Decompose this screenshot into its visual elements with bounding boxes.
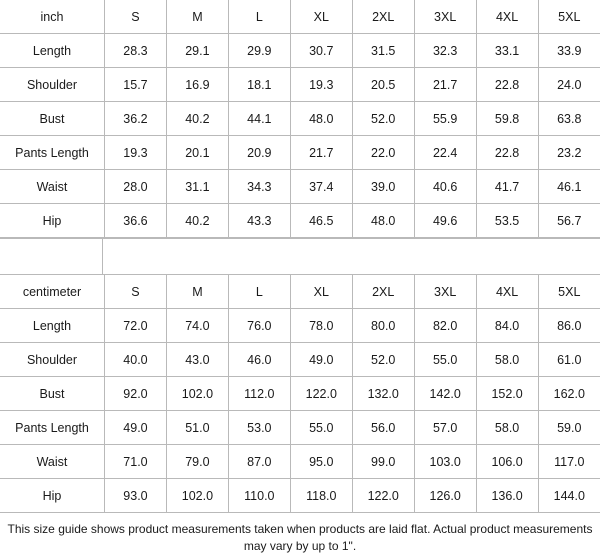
measurement-value: 63.8: [538, 102, 600, 136]
table-row: [0, 309, 600, 343]
measurement-label: Waist: [0, 170, 105, 204]
size-table-centimeter-body: [0, 275, 600, 513]
unit-label-centimeter: centimeter: [0, 275, 105, 309]
size-header-cell: L: [228, 275, 290, 309]
measurement-value: 84.0: [476, 309, 538, 343]
measurement-value: 59.0: [538, 411, 600, 445]
measurement-value: 46.1: [538, 170, 600, 204]
measurement-value: 21.7: [290, 136, 352, 170]
table-header-row-centimeter: [0, 275, 600, 309]
measurement-value: 78.0: [290, 309, 352, 343]
size-header-cell: 5XL: [538, 275, 600, 309]
measurement-label: Waist: [0, 445, 105, 479]
measurement-value: 72.0: [105, 309, 167, 343]
measurement-label: Hip: [0, 479, 105, 513]
measurement-value: 49.6: [414, 204, 476, 238]
measurement-value: 55.0: [414, 343, 476, 377]
measurement-value: 33.9: [538, 34, 600, 68]
size-guide-note: This size guide shows product measurements taken when products are laid flat. Actual product measurements may vary by up to 1".: [0, 513, 600, 560]
measurement-value: 44.1: [228, 102, 290, 136]
measurement-label: Pants Length: [0, 411, 105, 445]
size-header-cell: 2XL: [352, 0, 414, 34]
measurement-value: 58.0: [476, 411, 538, 445]
size-header-cell: XL: [290, 0, 352, 34]
measurement-value: 52.0: [352, 343, 414, 377]
measurement-value: 122.0: [352, 479, 414, 513]
measurement-value: 20.1: [166, 136, 228, 170]
measurement-value: 55.9: [414, 102, 476, 136]
table-row: [0, 34, 600, 68]
measurement-value: 29.9: [228, 34, 290, 68]
measurement-label: Bust: [0, 102, 105, 136]
measurement-value: 19.3: [290, 68, 352, 102]
measurement-value: 19.3: [105, 136, 167, 170]
measurement-value: 48.0: [290, 102, 352, 136]
measurement-value: 102.0: [166, 479, 228, 513]
measurement-value: 32.3: [414, 34, 476, 68]
unit-label-inch: inch: [0, 0, 105, 34]
measurement-value: 126.0: [414, 479, 476, 513]
measurement-label: Shoulder: [0, 68, 105, 102]
measurement-value: 86.0: [538, 309, 600, 343]
measurement-value: 18.1: [228, 68, 290, 102]
size-header-cell: S: [105, 275, 167, 309]
measurement-value: 22.8: [476, 136, 538, 170]
measurement-value: 20.9: [228, 136, 290, 170]
measurement-value: 56.0: [352, 411, 414, 445]
measurement-value: 40.0: [105, 343, 167, 377]
measurement-value: 59.8: [476, 102, 538, 136]
measurement-value: 40.2: [166, 204, 228, 238]
measurement-value: 22.0: [352, 136, 414, 170]
table-row: [0, 479, 600, 513]
table-row: [0, 102, 600, 136]
measurement-value: 43.3: [228, 204, 290, 238]
measurement-value: 61.0: [538, 343, 600, 377]
measurement-value: 79.0: [166, 445, 228, 479]
measurement-value: 48.0: [352, 204, 414, 238]
measurement-value: 103.0: [414, 445, 476, 479]
measurement-value: 20.5: [352, 68, 414, 102]
size-header-cell: 5XL: [538, 0, 600, 34]
size-header-cell: L: [228, 0, 290, 34]
measurement-value: 34.3: [228, 170, 290, 204]
measurement-value: 31.5: [352, 34, 414, 68]
measurement-value: 41.7: [476, 170, 538, 204]
size-header-cell: 4XL: [476, 275, 538, 309]
measurement-value: 43.0: [166, 343, 228, 377]
table-header-row-inch: [0, 0, 600, 34]
measurement-label: Length: [0, 309, 105, 343]
measurement-value: 33.1: [476, 34, 538, 68]
size-header-cell: 4XL: [476, 0, 538, 34]
measurement-value: 49.0: [290, 343, 352, 377]
measurement-value: 51.0: [166, 411, 228, 445]
measurement-value: 52.0: [352, 102, 414, 136]
measurement-value: 74.0: [166, 309, 228, 343]
measurement-value: 93.0: [105, 479, 167, 513]
measurement-value: 136.0: [476, 479, 538, 513]
measurement-label: Bust: [0, 377, 105, 411]
measurement-value: 28.3: [105, 34, 167, 68]
measurement-value: 106.0: [476, 445, 538, 479]
measurement-value: 122.0: [290, 377, 352, 411]
measurement-value: 22.4: [414, 136, 476, 170]
measurement-value: 46.5: [290, 204, 352, 238]
measurement-value: 24.0: [538, 68, 600, 102]
measurement-value: 30.7: [290, 34, 352, 68]
measurement-value: 80.0: [352, 309, 414, 343]
measurement-value: 118.0: [290, 479, 352, 513]
size-header-cell: M: [166, 0, 228, 34]
table-row: [0, 136, 600, 170]
measurement-value: 31.1: [166, 170, 228, 204]
measurement-value: 53.5: [476, 204, 538, 238]
table-row: [0, 68, 600, 102]
table-row: [0, 411, 600, 445]
separator-left-cell: [0, 239, 103, 275]
measurement-value: 40.6: [414, 170, 476, 204]
measurement-label: Length: [0, 34, 105, 68]
measurement-value: 99.0: [352, 445, 414, 479]
measurement-value: 162.0: [538, 377, 600, 411]
measurement-value: 95.0: [290, 445, 352, 479]
measurement-value: 16.9: [166, 68, 228, 102]
measurement-value: 87.0: [228, 445, 290, 479]
size-header-cell: 3XL: [414, 0, 476, 34]
table-separator-row: [0, 238, 600, 275]
measurement-value: 102.0: [166, 377, 228, 411]
measurement-value: 112.0: [228, 377, 290, 411]
measurement-value: 56.7: [538, 204, 600, 238]
table-row: [0, 377, 600, 411]
measurement-value: 15.7: [105, 68, 167, 102]
measurement-value: 39.0: [352, 170, 414, 204]
measurement-value: 37.4: [290, 170, 352, 204]
measurement-value: 82.0: [414, 309, 476, 343]
size-header-cell: S: [105, 0, 167, 34]
size-header-cell: 2XL: [352, 275, 414, 309]
measurement-value: 144.0: [538, 479, 600, 513]
measurement-value: 71.0: [105, 445, 167, 479]
measurement-value: 23.2: [538, 136, 600, 170]
measurement-value: 55.0: [290, 411, 352, 445]
measurement-value: 46.0: [228, 343, 290, 377]
measurement-value: 132.0: [352, 377, 414, 411]
measurement-value: 152.0: [476, 377, 538, 411]
measurement-value: 40.2: [166, 102, 228, 136]
separator-right-cell: [103, 239, 600, 275]
measurement-value: 92.0: [105, 377, 167, 411]
table-row: [0, 204, 600, 238]
measurement-value: 117.0: [538, 445, 600, 479]
measurement-value: 57.0: [414, 411, 476, 445]
size-header-cell: M: [166, 275, 228, 309]
size-header-cell: XL: [290, 275, 352, 309]
measurement-value: 110.0: [228, 479, 290, 513]
measurement-value: 142.0: [414, 377, 476, 411]
measurement-value: 58.0: [476, 343, 538, 377]
measurement-label: Pants Length: [0, 136, 105, 170]
measurement-label: Shoulder: [0, 343, 105, 377]
measurement-value: 22.8: [476, 68, 538, 102]
table-row: [0, 445, 600, 479]
measurement-value: 53.0: [228, 411, 290, 445]
measurement-value: 28.0: [105, 170, 167, 204]
table-row: [0, 170, 600, 204]
table-row: [0, 343, 600, 377]
measurement-value: 36.2: [105, 102, 167, 136]
size-table-inch: [0, 0, 600, 238]
size-table-inch-body: [0, 0, 600, 238]
size-table-centimeter: [0, 275, 600, 513]
size-header-cell: 3XL: [414, 275, 476, 309]
measurement-value: 29.1: [166, 34, 228, 68]
measurement-label: Hip: [0, 204, 105, 238]
measurement-value: 36.6: [105, 204, 167, 238]
measurement-value: 49.0: [105, 411, 167, 445]
measurement-value: 21.7: [414, 68, 476, 102]
measurement-value: 76.0: [228, 309, 290, 343]
